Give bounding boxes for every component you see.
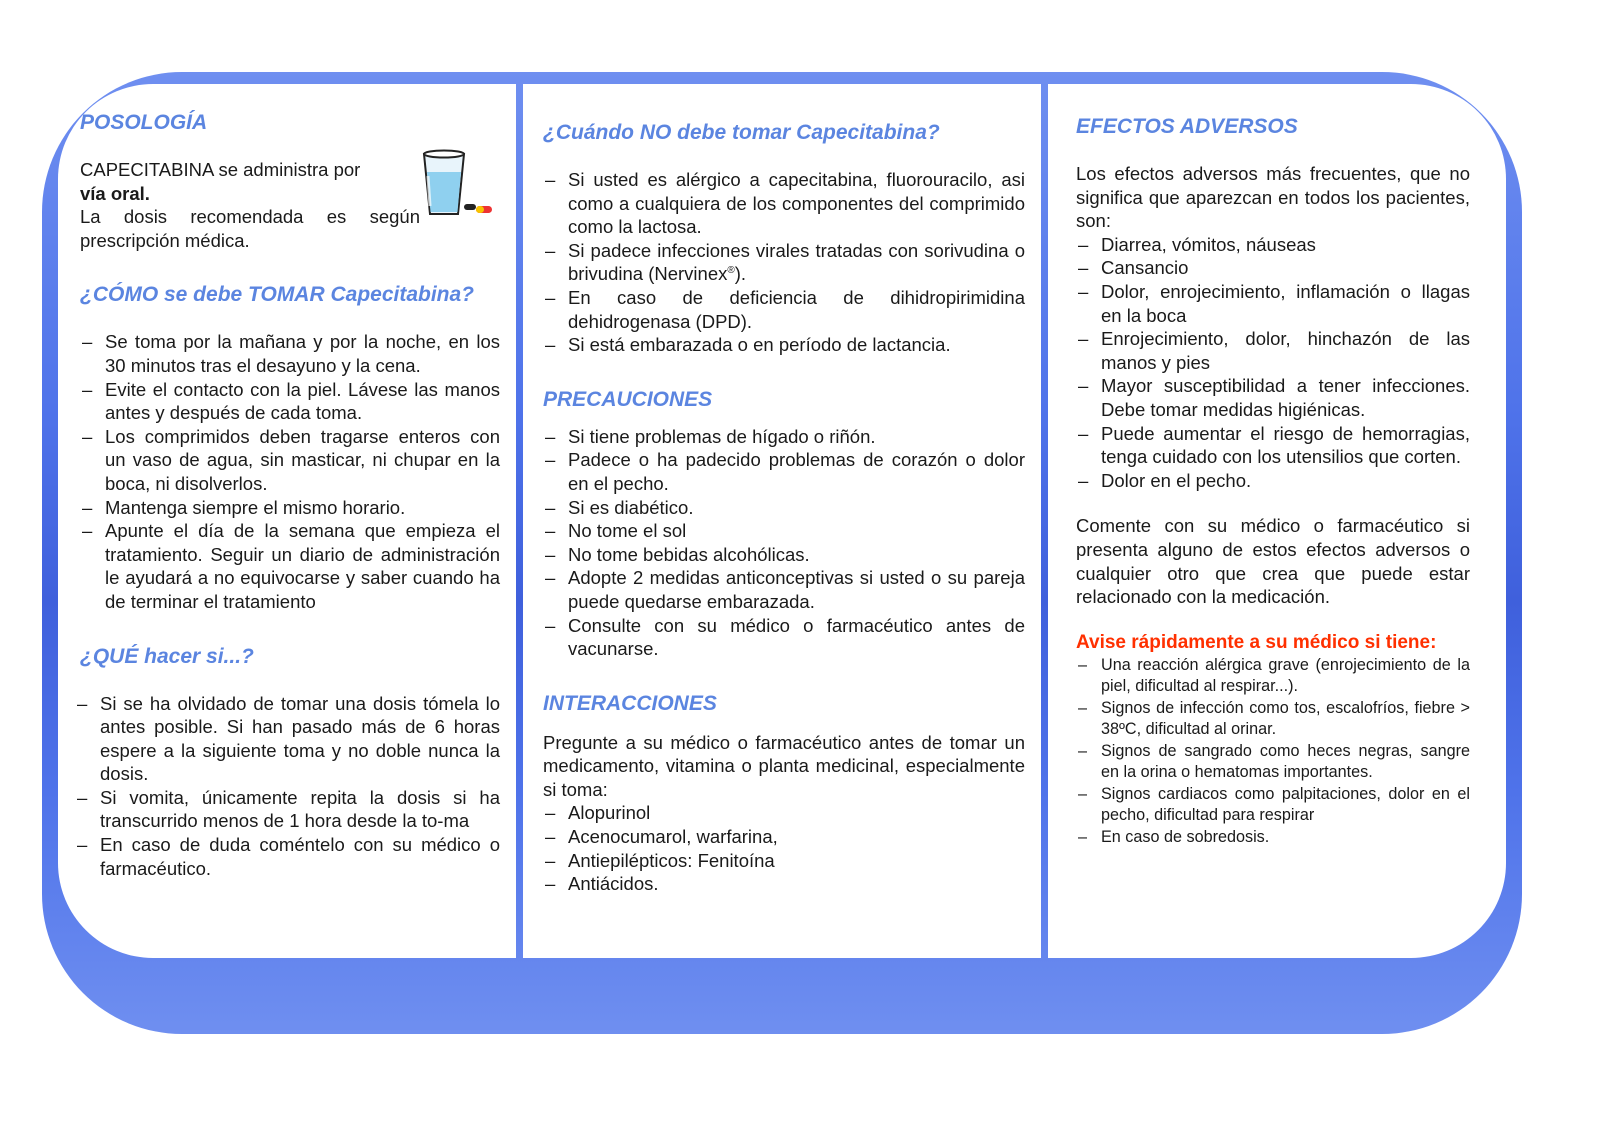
list-item: – Signos de infección como tos, escalofríos, fiebre > 38ºC, dificultad al orinar. (1076, 698, 1470, 741)
efectos-intro: Los efectos adversos más frecuentes, que no significa que aparezcan en todos los pacientes, son: (1076, 163, 1470, 232)
panel-cuando-precauciones (523, 84, 1041, 958)
cuando-heading: ¿Cuándo NO debe tomar Capecitabina? (543, 121, 940, 144)
precauciones-list (543, 425, 1025, 661)
avise-heading: Avise rápidamente a su médico si tiene: (1076, 631, 1437, 653)
panel-posologia (58, 84, 516, 958)
list-item: – Evite el contacto con la piel. Lávese las manos antes y después de cada toma. (80, 378, 500, 425)
list-item: – Acenocumarol, warfarina, (543, 825, 1025, 849)
interacciones-heading: INTERACCIONES (543, 691, 717, 715)
como-list (80, 330, 500, 613)
glass-of-water-with-pills-icon (420, 148, 494, 222)
list-item: – Enrojecimiento, dolor, hinchazón de las manos y pies (1076, 327, 1470, 374)
list-item: – En caso de deficiencia de dihidropirimidina dehidrogenasa (DPD). (543, 286, 1025, 333)
list-item: – Signos cardiacos como palpitaciones, dolor en el pecho, dificultad para respirar (1076, 784, 1470, 827)
list-item: – Si es diabético. (543, 496, 1025, 520)
list-item: – Si vomita, únicamente repita la dosis si ha transcurrido menos de 1 hora desde la to-ma (75, 786, 500, 833)
avise-list (1076, 655, 1470, 849)
comente-text: Comente con su médico o farmacéutico si presenta alguno de estos efectos adversos o cualquier otro que crea que puede estar relacionado con la medicación. (1076, 515, 1470, 608)
list-item: – Apunte el día de la semana que empieza el tratamiento. Seguir un diario de administración le ayudará a no equivocarse y saber cuando ha de terminar el tratamiento (80, 519, 500, 613)
list-item: – En caso de sobredosis. (1076, 827, 1470, 849)
list-item: – Padece o ha padecido problemas de corazón o dolor en el pecho. (543, 448, 1025, 495)
posologia-block (80, 158, 500, 252)
list-item: – No tome bebidas alcohólicas. (543, 543, 1025, 567)
que-hacer-heading: ¿QUÉ hacer si...? (80, 644, 254, 668)
list-item: – No tome el sol (543, 519, 1025, 543)
list-item: – Alopurinol (543, 801, 1025, 825)
list-item: – Si se ha olvidado de tomar una dosis tómela lo antes posible. Si han pasado más de 6 horas espere a la siguiente toma y no doble nunca la dosis. (75, 692, 500, 786)
nervinex-text: Si padece infecciones virales tratadas con sorivudina o brivudina (Nervinex (568, 239, 1025, 285)
list-item: – Antiácidos. (543, 872, 1025, 896)
posologia-heading: POSOLOGÍA (80, 111, 208, 134)
posologia-route-bold: vía oral. (80, 182, 150, 204)
list-item: – Si usted es alérgico a capecitabina, fluorouracilo, asi como a cualquiera de los componentes del comprimido como la lactosa. (543, 168, 1025, 239)
efectos-list (1076, 233, 1470, 493)
posologia-route-text: CAPECITABINA se administra por (80, 159, 361, 180)
list-item: – Mayor susceptibilidad a tener infecciones. Debe tomar medidas higiénicas. (1076, 374, 1470, 421)
posologia-dose-text: La dosis recomendada es según prescripción médica. (80, 206, 420, 251)
list-item: – Adopte 2 medidas anticonceptivas si usted o su pareja puede quedarse embarazada. (543, 566, 1025, 613)
registered-mark: ® (727, 265, 735, 277)
precauciones-heading: PRECAUCIONES (543, 387, 713, 411)
list-item: – En caso de duda coméntelo con su médico o farmacéutico. (75, 833, 500, 880)
list-item: – Cansancio (1076, 256, 1470, 280)
list-item: – Signos de sangrado como heces negras, sangre en la orina o hematomas importantes. (1076, 741, 1470, 784)
que-hacer-list (75, 692, 500, 881)
interacciones-intro: Pregunte a su médico o farmacéutico antes de tomar un medicamento, vitamina o planta medicinal, especialmente si toma: (543, 731, 1025, 800)
list-item: – Diarrea, vómitos, náuseas (1076, 233, 1470, 257)
list-item: – Los comprimidos deben tragarse enteros con un vaso de agua, sin masticar, ni chupar en la boca, ni disolverlos. (80, 425, 500, 496)
interacciones-list (543, 801, 1025, 895)
list-item: – Si está embarazada o en período de lactancia. (543, 333, 1025, 357)
list-item: – Se toma por la mañana y por la noche, en los 30 minutos tras el desayuno y la cena. (80, 330, 500, 377)
cuando-list (543, 168, 1025, 357)
list-item: – Dolor, enrojecimiento, inflamación o llagas en la boca (1076, 280, 1470, 327)
list-item: – Mantenga siempre el mismo horario. (80, 496, 500, 520)
list-item (543, 239, 1025, 286)
list-item: – Puede aumentar el riesgo de hemorragias, tenga cuidado con los utensilios que corten. (1076, 422, 1470, 469)
list-item: – Consulte con su médico o farmacéutico antes de vacunarse. (543, 614, 1025, 661)
nervinex-end: ). (734, 263, 747, 285)
list-item: – Dolor en el pecho. (1076, 469, 1470, 493)
list-item: – Si tiene problemas de hígado o riñón. (543, 425, 1025, 449)
como-heading: ¿CÓMO se debe TOMAR Capecitabina? (80, 283, 475, 307)
list-item: – Antiepilépticos: Fenitoína (543, 849, 1025, 873)
list-item: – Una reacción alérgica grave (enrojecimiento de la piel, dificultad al respirar...). (1076, 655, 1470, 698)
panel-efectos-adversos (1048, 84, 1506, 958)
efectos-heading: EFECTOS ADVERSOS (1076, 115, 1298, 138)
